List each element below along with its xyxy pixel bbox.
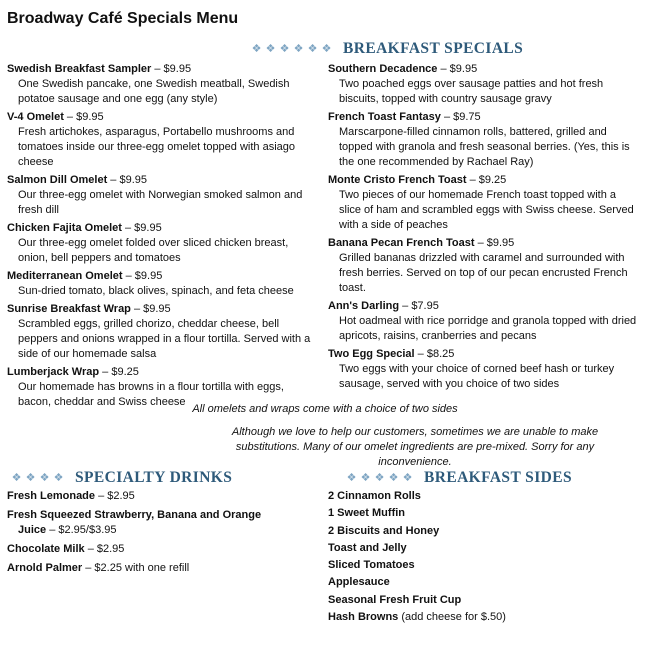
side-item (328, 610, 640, 625)
item-description: Our homemade has browns in a flour tortilla with eggs, bacon, cheddar and Swiss cheese (18, 381, 284, 408)
item-price: $9.75 (453, 111, 481, 123)
drink-line (7, 523, 319, 538)
menu-item (328, 110, 640, 170)
item-price: $9.95 (76, 111, 104, 123)
side-name: Hash Browns (328, 611, 399, 624)
menu-item-header: Two Egg Special – $8.25 (328, 348, 455, 360)
drink-name: Fresh Squeezed Strawberry, Banana and Orange (7, 509, 262, 521)
item-name: Monte Cristo French Toast (328, 174, 467, 186)
drink-item (7, 508, 319, 538)
item-description: Our three-egg omelet folded over sliced chicken breast, onion, bell peppers and tomatoes (18, 237, 289, 264)
menu-item-header: Ann's Darling – $7.95 (328, 300, 439, 312)
side-item (328, 506, 640, 521)
item-name: Sunrise Breakfast Wrap (7, 303, 131, 315)
drink-price: – $2.95/$3.95 (49, 524, 117, 536)
item-name: Mediterranean Omelet (7, 270, 123, 282)
ornament-icon: ❖ ❖ ❖ ❖ ❖ ❖ (251, 42, 332, 55)
item-name: Salmon Dill Omelet (7, 174, 108, 186)
item-name: French Toast Fantasy (328, 111, 441, 123)
item-name: Swedish Breakfast Sampler (7, 63, 152, 75)
drink-name: Arnold Palmer (7, 562, 83, 574)
menu-item (7, 173, 319, 218)
item-name: Banana Pecan French Toast (328, 237, 475, 249)
item-price: $9.95 (143, 303, 171, 315)
item-name: Southern Decadence (328, 63, 438, 75)
note-sides: All omelets and wraps come with a choice of two sides (192, 403, 458, 415)
item-description: One Swedish pancake, one Swedish meatball, Swedish potatoe sausage and one egg (any style) (18, 78, 290, 105)
ornament-icon: ❖ ❖ ❖ ❖ (11, 471, 64, 484)
item-description: Marscarpone-filled cinnamon rolls, battered, grilled and topped with granola and fresh seasonal berries. (Yes, this is the one recommended by Rachael Ray) (339, 126, 630, 168)
side-item (328, 593, 640, 608)
menu-item (328, 62, 640, 107)
menu-item-header: V-4 Omelet – $9.95 (7, 111, 104, 123)
menu-item (7, 302, 319, 362)
item-description: Our three-egg omelet with Norwegian smoked salmon and fresh dill (18, 189, 303, 216)
item-description: Fresh artichokes, asparagus, Portabello mushrooms and tomatoes inside our three-egg omelet topped with asiago cheese (18, 126, 296, 168)
menu-item (7, 221, 319, 266)
item-name: Chicken Fajita Omelet (7, 222, 122, 234)
item-name: Ann's Darling (328, 300, 400, 312)
item-price: $9.95 (486, 237, 515, 249)
item-price: $9.25 (111, 366, 139, 378)
item-price: $9.95 (449, 63, 478, 75)
item-description: Scrambled eggs, grilled chorizo, cheddar cheese, bell peppers and onions wrapped in a flour tortilla. Served with a side of our homemade salsa (18, 318, 311, 360)
drink-price: – $2.95 (87, 543, 125, 555)
side-name: Sliced Tomatoes (328, 559, 415, 572)
item-price: $9.95 (119, 174, 148, 186)
side-item (328, 575, 640, 590)
drink-item (7, 489, 319, 504)
menu-item (328, 299, 640, 344)
side-extra: (add cheese for $.50) (398, 611, 506, 624)
side-name: Seasonal Fresh Fruit Cup (328, 593, 462, 606)
breakfast-specials-heading: BREAKFAST SPECIALS (343, 40, 524, 57)
item-price: $9.25 (478, 174, 507, 186)
item-price: $9.95 (134, 222, 162, 234)
item-description: Two eggs with your choice of corned beef hash or turkey sausage, served with you choice of two sides (339, 363, 615, 390)
menu-item-header: Mediterranean Omelet – $9.95 (7, 270, 163, 282)
menu-item-header: Southern Decadence – $9.95 (328, 63, 478, 75)
side-name: 2 Cinnamon Rolls (328, 490, 421, 502)
drink-name: Chocolate Milk (7, 543, 85, 555)
item-price: $9.95 (163, 63, 192, 75)
side-item (328, 558, 640, 573)
item-name: Two Egg Special (328, 348, 415, 360)
item-price: $8.25 (426, 348, 455, 360)
drink-price: – $2.25 with one refill (85, 562, 190, 574)
menu-item-header: Lumberjack Wrap – $9.25 (7, 366, 139, 378)
side-name: Applesauce (328, 576, 390, 589)
drink-price: – $2.95 (98, 490, 135, 502)
specialty-drinks-list (7, 489, 319, 580)
side-name: Toast and Jelly (328, 541, 407, 554)
specialty-drinks-header (10, 469, 232, 487)
breakfast-sides-heading: BREAKFAST SIDES (424, 469, 572, 486)
menu-item-header: Chicken Fajita Omelet – $9.95 (7, 222, 162, 234)
menu-item-header: Monte Cristo French Toast – $9.25 (328, 174, 507, 186)
item-description: Hot oadmeal with rice porridge and granola topped with dried apricots, raisins, cranberries and pecans (339, 315, 637, 342)
drink-name: Fresh Lemonade (7, 490, 96, 502)
side-item (328, 524, 640, 539)
menu-item-header: Swedish Breakfast Sampler – $9.95 (7, 63, 192, 75)
breakfast-right-column (328, 62, 640, 395)
breakfast-left-column (7, 62, 319, 413)
side-item (328, 489, 640, 504)
item-description: Grilled bananas drizzled with caramel and surrounded with fresh berries. Served on top of our pecan encrusted French toast. (339, 252, 628, 294)
menu-item-header: Banana Pecan French Toast – $9.95 (328, 237, 515, 249)
item-price: $9.95 (134, 270, 163, 282)
item-description: Two poached eggs over sausage patties and hot fresh biscuits, topped with country sausage gravy (339, 78, 604, 105)
menu-item (328, 236, 640, 296)
breakfast-sides-header (345, 469, 572, 487)
side-name: 2 Biscuits and Honey (328, 524, 440, 537)
menu-item-header: French Toast Fantasy – $9.75 (328, 111, 481, 123)
menu-item-header: Sunrise Breakfast Wrap – $9.95 (7, 303, 171, 315)
note-substitutions: Although we love to help our customers, sometimes we are unable to make substitutions. Many of our omelet ingredients are pre-mixed. Sorry for any inconvenience. (231, 426, 599, 468)
breakfast-specials-header (250, 40, 523, 58)
item-description: Two pieces of our homemade French toast topped with a slice of ham and scrambled eggs with Swiss cheese. Served with a side of peaches (339, 189, 634, 231)
menu-item (7, 269, 319, 299)
drink-name: Juice (18, 524, 47, 536)
item-name: Lumberjack Wrap (7, 366, 100, 378)
menu-item-header: Salmon Dill Omelet – $9.95 (7, 174, 148, 186)
menu-title: Broadway Café Specials Menu (7, 10, 239, 27)
menu-item (328, 347, 640, 392)
item-name: V-4 Omelet (7, 111, 64, 123)
menu-item (328, 173, 640, 233)
drink-item (7, 561, 319, 576)
specialty-drinks-heading: SPECIALTY DRINKS (75, 469, 233, 486)
menu-item (7, 62, 319, 107)
menu-item (7, 110, 319, 170)
item-price: $7.95 (411, 300, 439, 312)
ornament-icon: ❖ ❖ ❖ ❖ ❖ (346, 471, 413, 484)
item-description: Sun-dried tomato, black olives, spinach, and feta cheese (18, 285, 294, 297)
side-name: 1 Sweet Muffin (328, 507, 406, 520)
side-item (328, 541, 640, 556)
breakfast-sides-list (328, 489, 640, 627)
drink-item (7, 542, 319, 557)
